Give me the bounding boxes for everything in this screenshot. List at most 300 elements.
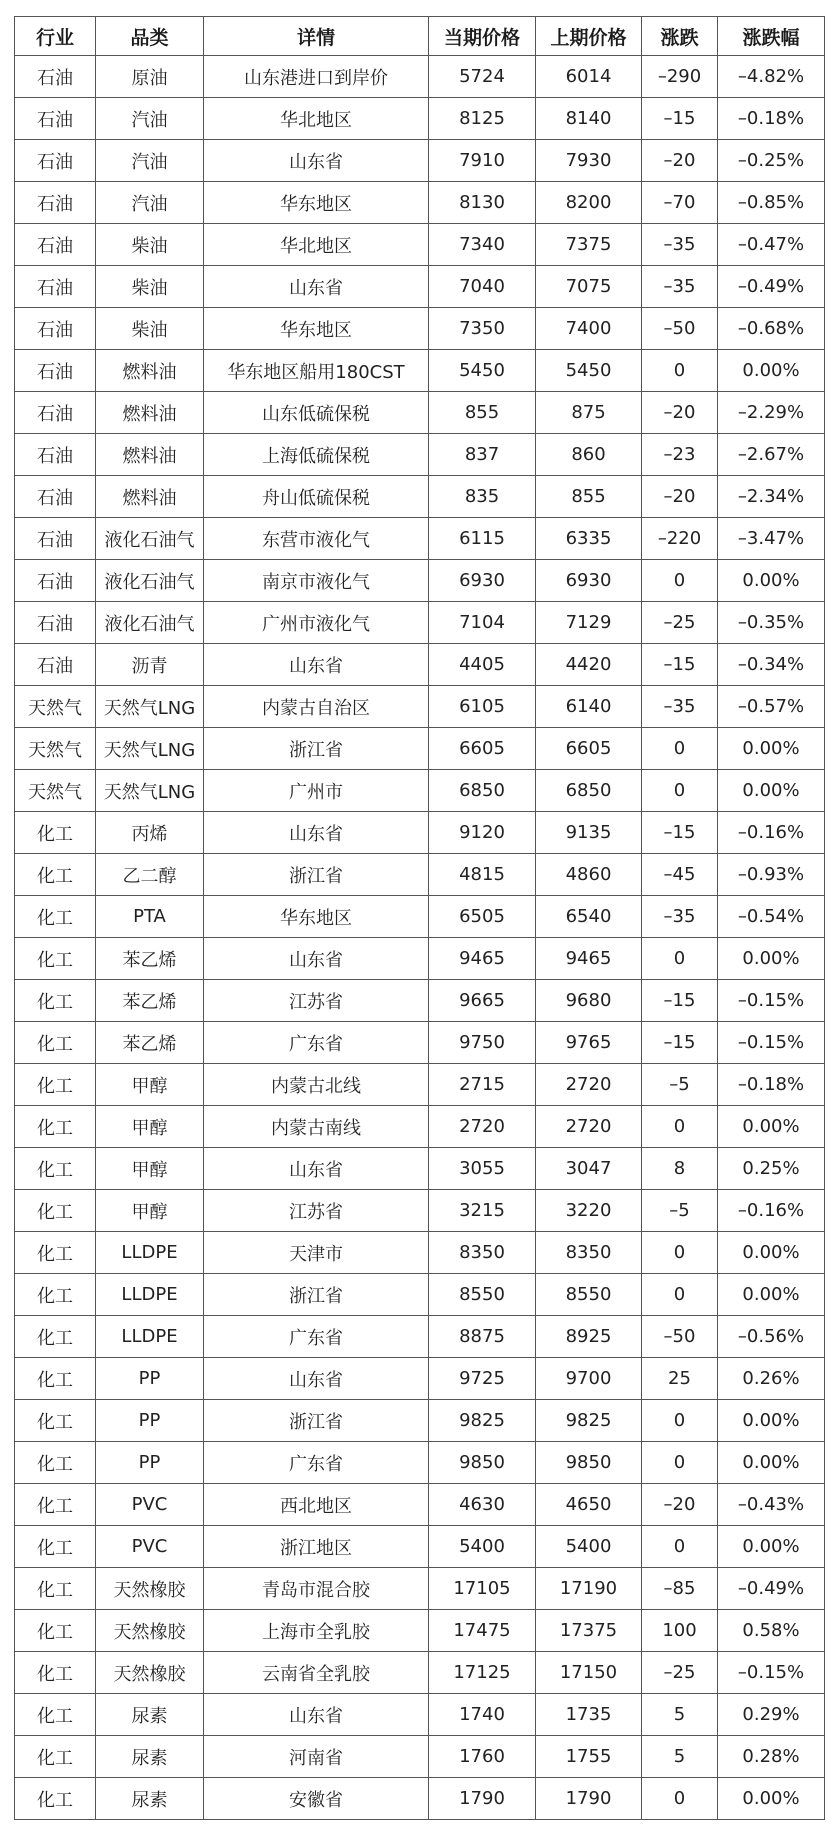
cell-change-percent: –2.67% [718, 434, 825, 476]
cell-change: 0 [642, 1526, 718, 1568]
cell-change-percent: –0.16% [718, 812, 825, 854]
cell-detail: 广东省 [204, 1316, 429, 1358]
cell-industry: 化工 [15, 1190, 96, 1232]
cell-industry: 石油 [15, 350, 96, 392]
cell-detail: 广州市液化气 [204, 602, 429, 644]
cell-current-price: 9465 [429, 938, 536, 980]
cell-previous-price: 9700 [536, 1358, 642, 1400]
cell-change-percent: –0.18% [718, 1064, 825, 1106]
cell-previous-price: 1755 [536, 1736, 642, 1778]
cell-previous-price: 6540 [536, 896, 642, 938]
cell-category: 液化石油气 [96, 602, 204, 644]
cell-previous-price: 8350 [536, 1232, 642, 1274]
cell-category: LLDPE [96, 1316, 204, 1358]
cell-category: 燃料油 [96, 392, 204, 434]
cell-current-price: 7340 [429, 224, 536, 266]
cell-previous-price: 4860 [536, 854, 642, 896]
table-header [15, 17, 825, 56]
cell-change: 8 [642, 1148, 718, 1190]
cell-change: –15 [642, 812, 718, 854]
cell-change: –35 [642, 686, 718, 728]
cell-current-price: 5724 [429, 56, 536, 98]
cell-change: 0 [642, 938, 718, 980]
cell-current-price: 8130 [429, 182, 536, 224]
cell-change-percent: –0.54% [718, 896, 825, 938]
cell-detail: 浙江地区 [204, 1526, 429, 1568]
cell-previous-price: 17150 [536, 1652, 642, 1694]
header-change-percent: 涨跌幅 [718, 17, 825, 56]
cell-change: –220 [642, 518, 718, 560]
cell-previous-price: 9850 [536, 1442, 642, 1484]
cell-change-percent: 0.25% [718, 1148, 825, 1190]
cell-category: 燃料油 [96, 350, 204, 392]
cell-category: 汽油 [96, 182, 204, 224]
cell-previous-price: 9465 [536, 938, 642, 980]
table-row [15, 518, 825, 560]
cell-change: 100 [642, 1610, 718, 1652]
table-row [15, 938, 825, 980]
cell-detail: 内蒙古自治区 [204, 686, 429, 728]
table-row [15, 1106, 825, 1148]
cell-change: –25 [642, 1652, 718, 1694]
cell-change-percent: –0.18% [718, 98, 825, 140]
cell-category: PP [96, 1400, 204, 1442]
cell-change-percent: –0.47% [718, 224, 825, 266]
cell-category: 沥青 [96, 644, 204, 686]
cell-change-percent: 0.26% [718, 1358, 825, 1400]
cell-industry: 化工 [15, 1652, 96, 1694]
cell-current-price: 8875 [429, 1316, 536, 1358]
cell-previous-price: 8140 [536, 98, 642, 140]
cell-industry: 化工 [15, 938, 96, 980]
cell-previous-price: 9825 [536, 1400, 642, 1442]
cell-change: –25 [642, 602, 718, 644]
table-row [15, 1736, 825, 1778]
cell-industry: 石油 [15, 182, 96, 224]
table-row [15, 1400, 825, 1442]
cell-industry: 石油 [15, 140, 96, 182]
cell-current-price: 7040 [429, 266, 536, 308]
cell-current-price: 2715 [429, 1064, 536, 1106]
cell-current-price: 4630 [429, 1484, 536, 1526]
cell-industry: 天然气 [15, 686, 96, 728]
header-previous-price: 上期价格 [536, 17, 642, 56]
cell-industry: 石油 [15, 392, 96, 434]
cell-previous-price: 875 [536, 392, 642, 434]
cell-detail: 山东港进口到岸价 [204, 56, 429, 98]
cell-industry: 石油 [15, 644, 96, 686]
cell-previous-price: 17190 [536, 1568, 642, 1610]
cell-detail: 山东省 [204, 266, 429, 308]
cell-industry: 化工 [15, 1610, 96, 1652]
cell-detail: 浙江省 [204, 1400, 429, 1442]
table-row [15, 686, 825, 728]
cell-category: 尿素 [96, 1778, 204, 1820]
cell-category: 甲醇 [96, 1106, 204, 1148]
table-row [15, 1148, 825, 1190]
cell-current-price: 8550 [429, 1274, 536, 1316]
header-current-price: 当期价格 [429, 17, 536, 56]
table-row [15, 182, 825, 224]
cell-change: –20 [642, 392, 718, 434]
cell-change: –50 [642, 308, 718, 350]
cell-industry: 天然气 [15, 770, 96, 812]
cell-detail: 山东省 [204, 938, 429, 980]
cell-change: –20 [642, 476, 718, 518]
table-row [15, 1778, 825, 1820]
cell-change-percent: 0.00% [718, 938, 825, 980]
cell-change: 5 [642, 1694, 718, 1736]
cell-current-price: 7350 [429, 308, 536, 350]
cell-previous-price: 7075 [536, 266, 642, 308]
cell-change: 0 [642, 770, 718, 812]
cell-category: 天然气LNG [96, 686, 204, 728]
cell-change-percent: –0.34% [718, 644, 825, 686]
cell-detail: 浙江省 [204, 854, 429, 896]
cell-change: 0 [642, 728, 718, 770]
cell-change-percent: 0.00% [718, 728, 825, 770]
cell-change-percent: –0.57% [718, 686, 825, 728]
cell-industry: 化工 [15, 896, 96, 938]
cell-previous-price: 3220 [536, 1190, 642, 1232]
cell-change: 0 [642, 1442, 718, 1484]
cell-previous-price: 6014 [536, 56, 642, 98]
cell-industry: 石油 [15, 518, 96, 560]
cell-change: –20 [642, 140, 718, 182]
cell-change: –5 [642, 1064, 718, 1106]
cell-category: 原油 [96, 56, 204, 98]
cell-previous-price: 1735 [536, 1694, 642, 1736]
header-detail: 详情 [204, 17, 429, 56]
cell-category: 苯乙烯 [96, 980, 204, 1022]
cell-category: 甲醇 [96, 1064, 204, 1106]
cell-category: PP [96, 1442, 204, 1484]
cell-industry: 化工 [15, 854, 96, 896]
cell-detail: 华东地区 [204, 308, 429, 350]
cell-previous-price: 4420 [536, 644, 642, 686]
cell-current-price: 855 [429, 392, 536, 434]
cell-industry: 化工 [15, 1400, 96, 1442]
cell-previous-price: 4650 [536, 1484, 642, 1526]
cell-previous-price: 3047 [536, 1148, 642, 1190]
cell-detail: 山东低硫保税 [204, 392, 429, 434]
price-table [14, 16, 825, 1820]
table-row [15, 1568, 825, 1610]
cell-category: 天然橡胶 [96, 1610, 204, 1652]
cell-current-price: 17475 [429, 1610, 536, 1652]
cell-category: 尿素 [96, 1736, 204, 1778]
cell-industry: 天然气 [15, 728, 96, 770]
cell-detail: 江苏省 [204, 1190, 429, 1232]
cell-detail: 山东省 [204, 1148, 429, 1190]
cell-change: 0 [642, 560, 718, 602]
cell-category: 汽油 [96, 140, 204, 182]
cell-change: –35 [642, 896, 718, 938]
table-row [15, 434, 825, 476]
cell-change-percent: 0.00% [718, 1232, 825, 1274]
cell-change-percent: –4.82% [718, 56, 825, 98]
cell-change: –15 [642, 644, 718, 686]
cell-industry: 化工 [15, 1484, 96, 1526]
cell-previous-price: 860 [536, 434, 642, 476]
cell-previous-price: 9135 [536, 812, 642, 854]
table-row [15, 1274, 825, 1316]
cell-change: –15 [642, 1022, 718, 1064]
cell-change: –15 [642, 98, 718, 140]
cell-change: 0 [642, 1274, 718, 1316]
cell-previous-price: 17375 [536, 1610, 642, 1652]
cell-category: 天然气LNG [96, 728, 204, 770]
cell-change: –5 [642, 1190, 718, 1232]
cell-industry: 化工 [15, 1106, 96, 1148]
cell-industry: 化工 [15, 1568, 96, 1610]
table-row [15, 1652, 825, 1694]
cell-change-percent: –0.43% [718, 1484, 825, 1526]
cell-previous-price: 9680 [536, 980, 642, 1022]
cell-current-price: 835 [429, 476, 536, 518]
table-row [15, 728, 825, 770]
header-industry: 行业 [15, 17, 96, 56]
cell-category: 柴油 [96, 266, 204, 308]
cell-category: PVC [96, 1484, 204, 1526]
cell-category: 天然橡胶 [96, 1568, 204, 1610]
table-row [15, 644, 825, 686]
cell-industry: 化工 [15, 1526, 96, 1568]
table-row [15, 98, 825, 140]
cell-current-price: 6605 [429, 728, 536, 770]
table-row [15, 350, 825, 392]
cell-current-price: 9665 [429, 980, 536, 1022]
cell-change-percent: 0.29% [718, 1694, 825, 1736]
cell-detail: 华东地区 [204, 896, 429, 938]
cell-category: PTA [96, 896, 204, 938]
cell-industry: 化工 [15, 1694, 96, 1736]
cell-previous-price: 7400 [536, 308, 642, 350]
cell-change-percent: –0.15% [718, 1652, 825, 1694]
cell-change: –35 [642, 266, 718, 308]
cell-detail: 山东省 [204, 140, 429, 182]
cell-category: PP [96, 1358, 204, 1400]
cell-previous-price: 1790 [536, 1778, 642, 1820]
table-row [15, 602, 825, 644]
cell-change-percent: –0.68% [718, 308, 825, 350]
cell-industry: 石油 [15, 434, 96, 476]
cell-change: –45 [642, 854, 718, 896]
cell-detail: 河南省 [204, 1736, 429, 1778]
cell-current-price: 3055 [429, 1148, 536, 1190]
cell-category: 天然橡胶 [96, 1652, 204, 1694]
cell-previous-price: 9765 [536, 1022, 642, 1064]
cell-current-price: 5400 [429, 1526, 536, 1568]
cell-change-percent: –0.56% [718, 1316, 825, 1358]
table-row [15, 854, 825, 896]
cell-change-percent: –0.93% [718, 854, 825, 896]
cell-industry: 化工 [15, 1442, 96, 1484]
cell-change: 0 [642, 1400, 718, 1442]
cell-current-price: 9750 [429, 1022, 536, 1064]
cell-change-percent: 0.00% [718, 1274, 825, 1316]
cell-current-price: 837 [429, 434, 536, 476]
cell-change: –20 [642, 1484, 718, 1526]
table-row [15, 1316, 825, 1358]
cell-current-price: 5450 [429, 350, 536, 392]
cell-previous-price: 8550 [536, 1274, 642, 1316]
cell-change-percent: –2.29% [718, 392, 825, 434]
cell-category: 汽油 [96, 98, 204, 140]
cell-current-price: 3215 [429, 1190, 536, 1232]
table-row [15, 1232, 825, 1274]
cell-change-percent: 0.00% [718, 1526, 825, 1568]
table-row [15, 980, 825, 1022]
cell-current-price: 8125 [429, 98, 536, 140]
cell-current-price: 6105 [429, 686, 536, 728]
cell-detail: 山东省 [204, 1358, 429, 1400]
table-row [15, 1022, 825, 1064]
cell-current-price: 17125 [429, 1652, 536, 1694]
cell-previous-price: 7930 [536, 140, 642, 182]
cell-change: 0 [642, 1778, 718, 1820]
cell-detail: 浙江省 [204, 1274, 429, 1316]
cell-industry: 化工 [15, 980, 96, 1022]
cell-change-percent: –0.49% [718, 1568, 825, 1610]
cell-change: 0 [642, 350, 718, 392]
cell-detail: 安徽省 [204, 1778, 429, 1820]
cell-previous-price: 6140 [536, 686, 642, 728]
cell-detail: 山东省 [204, 1694, 429, 1736]
table-row [15, 1064, 825, 1106]
table-row [15, 812, 825, 854]
cell-category: 燃料油 [96, 434, 204, 476]
table-row [15, 1358, 825, 1400]
cell-industry: 化工 [15, 1148, 96, 1190]
cell-industry: 石油 [15, 476, 96, 518]
cell-industry: 化工 [15, 1778, 96, 1820]
table-row [15, 476, 825, 518]
header-row [15, 17, 825, 56]
table-row [15, 896, 825, 938]
cell-current-price: 9850 [429, 1442, 536, 1484]
cell-category: 柴油 [96, 224, 204, 266]
cell-industry: 石油 [15, 98, 96, 140]
cell-previous-price: 5450 [536, 350, 642, 392]
cell-change-percent: –2.34% [718, 476, 825, 518]
cell-category: 尿素 [96, 1694, 204, 1736]
cell-category: 苯乙烯 [96, 938, 204, 980]
cell-detail: 华北地区 [204, 224, 429, 266]
cell-current-price: 4815 [429, 854, 536, 896]
cell-industry: 化工 [15, 1274, 96, 1316]
cell-detail: 内蒙古南线 [204, 1106, 429, 1148]
cell-industry: 化工 [15, 1232, 96, 1274]
cell-industry: 石油 [15, 560, 96, 602]
cell-current-price: 6115 [429, 518, 536, 560]
table-body [15, 56, 825, 1820]
cell-previous-price: 5400 [536, 1526, 642, 1568]
cell-change-percent: 0.00% [718, 770, 825, 812]
table-row [15, 1526, 825, 1568]
cell-detail: 西北地区 [204, 1484, 429, 1526]
cell-previous-price: 6930 [536, 560, 642, 602]
cell-detail: 广东省 [204, 1442, 429, 1484]
cell-previous-price: 8925 [536, 1316, 642, 1358]
cell-current-price: 7910 [429, 140, 536, 182]
cell-industry: 石油 [15, 266, 96, 308]
cell-change: 0 [642, 1232, 718, 1274]
cell-detail: 青岛市混合胶 [204, 1568, 429, 1610]
cell-detail: 云南省全乳胶 [204, 1652, 429, 1694]
cell-current-price: 8350 [429, 1232, 536, 1274]
cell-category: 液化石油气 [96, 560, 204, 602]
table-row [15, 1694, 825, 1736]
cell-change-percent: 0.00% [718, 1400, 825, 1442]
cell-current-price: 9825 [429, 1400, 536, 1442]
cell-industry: 化工 [15, 1064, 96, 1106]
cell-detail: 东营市液化气 [204, 518, 429, 560]
table-row [15, 140, 825, 182]
cell-category: 柴油 [96, 308, 204, 350]
table-row [15, 56, 825, 98]
cell-change-percent: –0.16% [718, 1190, 825, 1232]
cell-previous-price: 7375 [536, 224, 642, 266]
cell-change-percent: 0.28% [718, 1736, 825, 1778]
cell-change-percent: 0.58% [718, 1610, 825, 1652]
cell-change: –290 [642, 56, 718, 98]
cell-category: 甲醇 [96, 1148, 204, 1190]
cell-detail: 舟山低硫保税 [204, 476, 429, 518]
cell-category: 乙二醇 [96, 854, 204, 896]
cell-change: –23 [642, 434, 718, 476]
cell-detail: 上海市全乳胶 [204, 1610, 429, 1652]
table-row [15, 1190, 825, 1232]
cell-change-percent: –0.85% [718, 182, 825, 224]
cell-industry: 化工 [15, 1736, 96, 1778]
cell-current-price: 2720 [429, 1106, 536, 1148]
cell-detail: 江苏省 [204, 980, 429, 1022]
cell-industry: 石油 [15, 308, 96, 350]
cell-detail: 上海低硫保税 [204, 434, 429, 476]
cell-change: 5 [642, 1736, 718, 1778]
cell-change-percent: –3.47% [718, 518, 825, 560]
cell-current-price: 17105 [429, 1568, 536, 1610]
cell-industry: 化工 [15, 1358, 96, 1400]
cell-change: –70 [642, 182, 718, 224]
cell-industry: 石油 [15, 224, 96, 266]
table-row [15, 1610, 825, 1652]
cell-change-percent: 0.00% [718, 560, 825, 602]
cell-change: 25 [642, 1358, 718, 1400]
table-row [15, 308, 825, 350]
cell-current-price: 4405 [429, 644, 536, 686]
cell-category: LLDPE [96, 1274, 204, 1316]
cell-current-price: 1790 [429, 1778, 536, 1820]
table-row [15, 392, 825, 434]
table-row [15, 1484, 825, 1526]
cell-previous-price: 2720 [536, 1064, 642, 1106]
cell-current-price: 6505 [429, 896, 536, 938]
cell-previous-price: 6605 [536, 728, 642, 770]
header-category: 品类 [96, 17, 204, 56]
cell-detail: 内蒙古北线 [204, 1064, 429, 1106]
cell-current-price: 1760 [429, 1736, 536, 1778]
cell-change-percent: 0.00% [718, 1106, 825, 1148]
cell-industry: 石油 [15, 602, 96, 644]
cell-current-price: 6930 [429, 560, 536, 602]
cell-change-percent: –0.25% [718, 140, 825, 182]
cell-detail: 华东地区 [204, 182, 429, 224]
cell-category: PVC [96, 1526, 204, 1568]
cell-previous-price: 2720 [536, 1106, 642, 1148]
cell-detail: 广东省 [204, 1022, 429, 1064]
